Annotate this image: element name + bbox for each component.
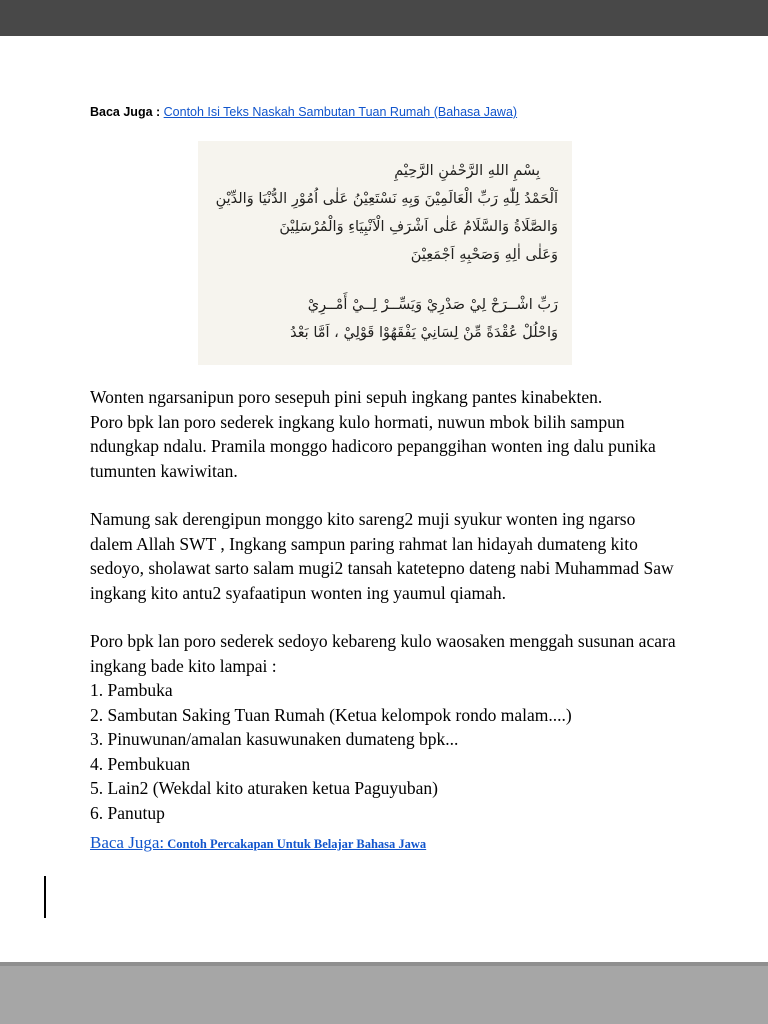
document-page (90, 104, 680, 857)
agenda-item: 4. Pembukuan (90, 753, 191, 774)
arabic-line: وَالصَّلَاةُ وَالسَّلَامُ عَلٰى اَشْرَفِ الْاَنْبِيَاءِ وَالْمُرْسَلِيْنَ (279, 219, 558, 235)
arabic-line: رَبِّ اشْــرَحْ لِيْ صَدْرِيْ وَيَسِّــرْ لِــيْ أَمْــرِيْ (307, 297, 558, 313)
arabic-line: وَعَلٰى اٰلِهِ وَصَحْبِهِ اَجْمَعِيْنَ (410, 247, 558, 263)
arabic-line: بِسْمِ اللهِ الرَّحْمٰنِ الرَّحِيْمِ (394, 163, 540, 179)
viewer-bottom-bar (0, 962, 768, 1024)
related-link-bottom (90, 830, 680, 857)
arabic-line: وَاحْلُلْ عُقْدَةً مِّنْ لِسَانِيْ يَفْقَهُوْا قَوْلِيْ ، اَمَّا بَعْدُ (290, 325, 558, 341)
arabic-line: اَلْحَمْدُ لِلّٰهِ رَبِّ الْعَالَمِيْنَ وَبِهِ نَسْتَعِيْنُ عَلٰى اُمُوْرِ الدُّنْيَا وَالدِّيْنِ (215, 191, 558, 207)
agenda-item: 3. Pinuwunan/amalan kasuwunaken dumateng bpk... (90, 729, 459, 749)
paragraph-block-1 (90, 385, 680, 483)
speech-text (90, 385, 680, 857)
paragraph-block-2 (90, 507, 680, 605)
related-link-top (90, 104, 680, 120)
agenda-item: 5. Lain2 (Wekdal kito aturaken ketua Paguyuban) (90, 778, 438, 798)
related-link-bottom-anchor[interactable]: Contoh Percakapan Untuk Belajar Bahasa Jawa (164, 837, 427, 851)
arabic-calligraphy-image (198, 141, 572, 365)
related-link-top-prefix: Baca Juga : (90, 105, 164, 119)
agenda-item: 6. Panutup (90, 802, 165, 823)
paragraph: Wonten ngarsanipun poro sesepuh pini sepuh ingkang pantes kinabekten. (90, 387, 603, 407)
related-link-bottom-prefix[interactable]: Baca Juga: (90, 833, 165, 852)
paragraph: Poro bpk lan poro sederek ingkang kulo hormati, nuwun mbok bilih sampun ndungkap ndalu. Pramila monggo hadicoro pepanggihan wonten ing dalu punika tumunten kawiwitan. (90, 411, 656, 481)
related-link-top-anchor[interactable]: Contoh Isi Teks Naskah Sambutan Tuan Rumah (Bahasa Jawa) (163, 105, 518, 119)
agenda-item: 2. Sambutan Saking Tuan Rumah (Ketua kelompok rondo malam....) (90, 704, 572, 725)
agenda-item: 1. Pambuka (90, 680, 173, 700)
paragraph: Namung sak derengipun monggo kito sareng2 muji syukur wonten ing ngarso dalem Allah SWT , Ingkang sampun paring rahmat lan hidayah dumateng kito sedoyo, sholawat sarto salam mugi2 tansah katetepno dateng nabi Muhammad Saw ingkang kito antu2 syafaatipun wonten ing yaumul qiamah. (90, 509, 674, 603)
paragraph: Poro bpk lan poro sederek sedoyo kebareng kulo waosaken menggah susunan acara ingkang bade kito lampai : (90, 631, 676, 676)
paragraph-block-3 (90, 629, 680, 825)
viewer-top-bar (0, 0, 768, 36)
text-cursor-mark (44, 876, 46, 918)
